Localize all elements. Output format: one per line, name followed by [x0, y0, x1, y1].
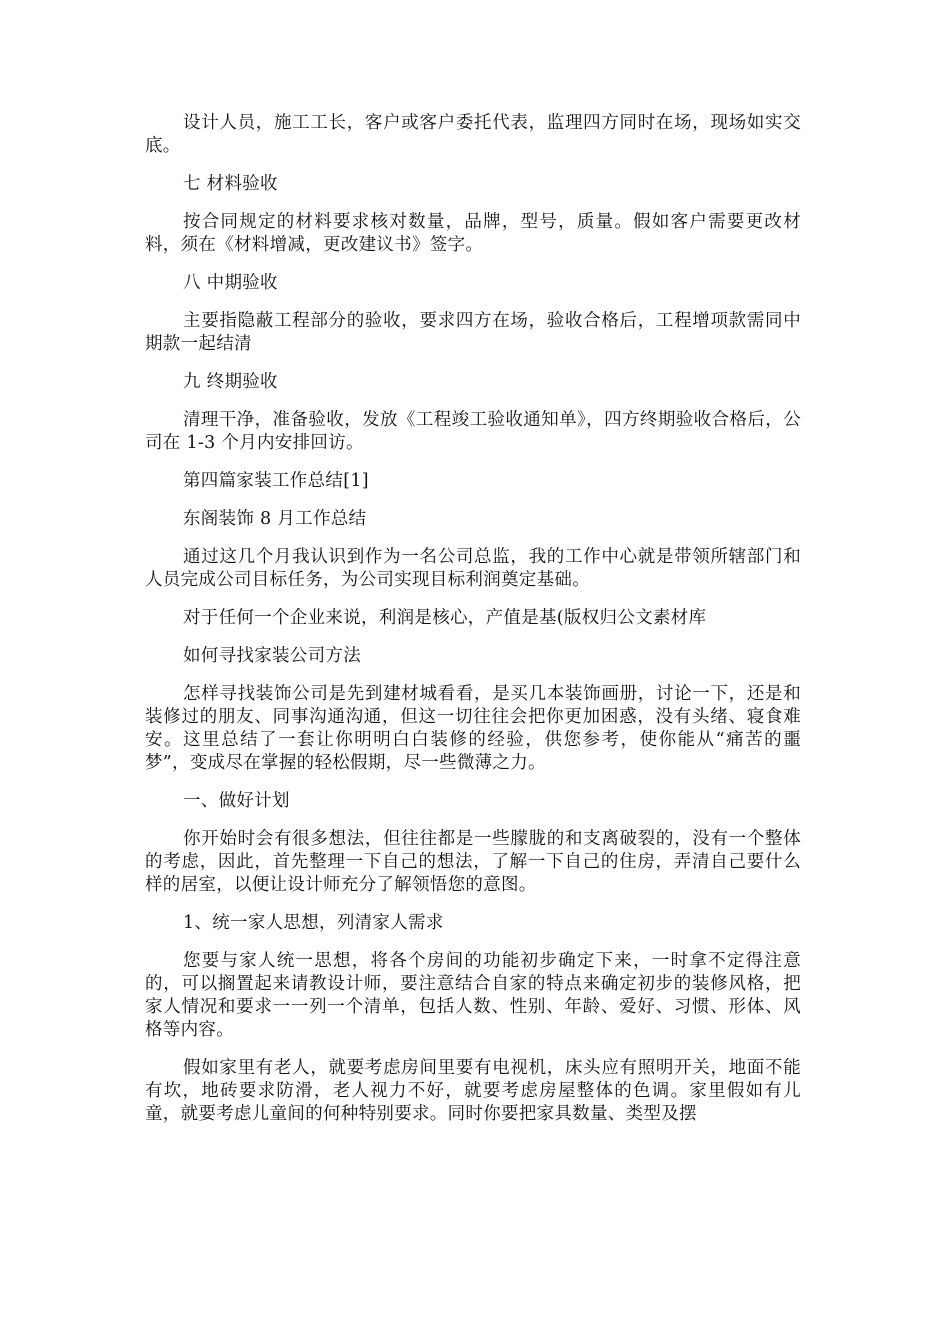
paragraph-director-role: 通过这几个月我认识到作为一名公司总监，我的工作中心就是带领所辖部门和人员完成公司目标任务，为公司实现目标利润奠定基础。	[145, 547, 801, 590]
heading-material-acceptance: 七 材料验收	[183, 174, 278, 194]
paragraph-final-acceptance: 清理干净，准备验收，发放《工程竣工验收通知单》，四方终期验收合格后，公司在 1-3 个月内安排回访。	[145, 410, 801, 453]
heading-midterm-acceptance: 八 中期验收	[183, 273, 278, 293]
heading-make-plan: 一、做好计划	[183, 791, 290, 811]
paragraph-unify-family: 您要与家人统一思想，将各个房间的功能初步确定下来，一时拿不定得注意的，可以搁置起来请教设计师，要注意结合自家的特点来确定初步的装修风格，把家人情况和要求一一列一个清单，包括人数、性别、年龄、爱好、习惯、形体、风格等内容。	[145, 951, 801, 1040]
paragraph-find-company: 怎样寻找装饰公司是先到建材城看看，是买几本装饰画册，讨论一下，还是和装修过的朋友、同事沟通沟通，但这一切往往会把你更加困惑，没有头绪、寝食难安。这里总结了一套让你明明白白装修的经验，供您参考，使你能从“痛苦的噩梦”，变成尽在掌握的轻松假期，尽一些微薄之力。	[145, 684, 801, 773]
paragraph-material-check: 按合同规定的材料要求核对数量，品牌，型号，质量。假如客户需要更改材料，须在《材料增减，更改建议书》签字。	[145, 212, 801, 255]
heading-unify-family: 1、统一家人思想，列清家人需求	[183, 913, 444, 933]
paragraph-make-plan: 你开始时会有很多想法，但往往都是一些朦胧的和支离破裂的，没有一个整体的考虑，因此，首先整理一下自己的想法，了解一下自己的住房，弄清自己要什么样的居室，以便让设计师充分了解领悟您的意图。	[145, 829, 801, 895]
heading-august-summary: 东阁装饰 8 月工作总结	[183, 509, 367, 529]
paragraph-handover-attendees: 设计人员，施工工长，客户或客户委托代表，监理四方同时在场，现场如实交底。	[145, 113, 801, 156]
paragraph-elderly-children: 假如家里有老人，就要考虑房间里要有电视机，床头应有照明开关，地面不能有坎，地砖要求防滑，老人视力不好，就要考虑房屋整体的色调。家里假如有儿童，就要考虑儿童间的何种特别要求。同时你要把家具数量、类型及摆	[145, 1058, 801, 1124]
paragraph-profit-core: 对于任何一个企业来说，利润是核心，产值是基(版权归公文素材库	[183, 608, 707, 628]
paragraph-concealed-works: 主要指隐蔽工程部分的验收，要求四方在场，验收合格后，工程增项款需同中期款一起结清	[145, 311, 801, 354]
heading-find-company: 如何寻找家装公司方法	[183, 646, 361, 666]
document-page	[145, 112, 801, 1141]
heading-final-acceptance: 九 终期验收	[183, 372, 278, 392]
heading-chapter-four: 第四篇家装工作总结[1]	[183, 471, 369, 491]
